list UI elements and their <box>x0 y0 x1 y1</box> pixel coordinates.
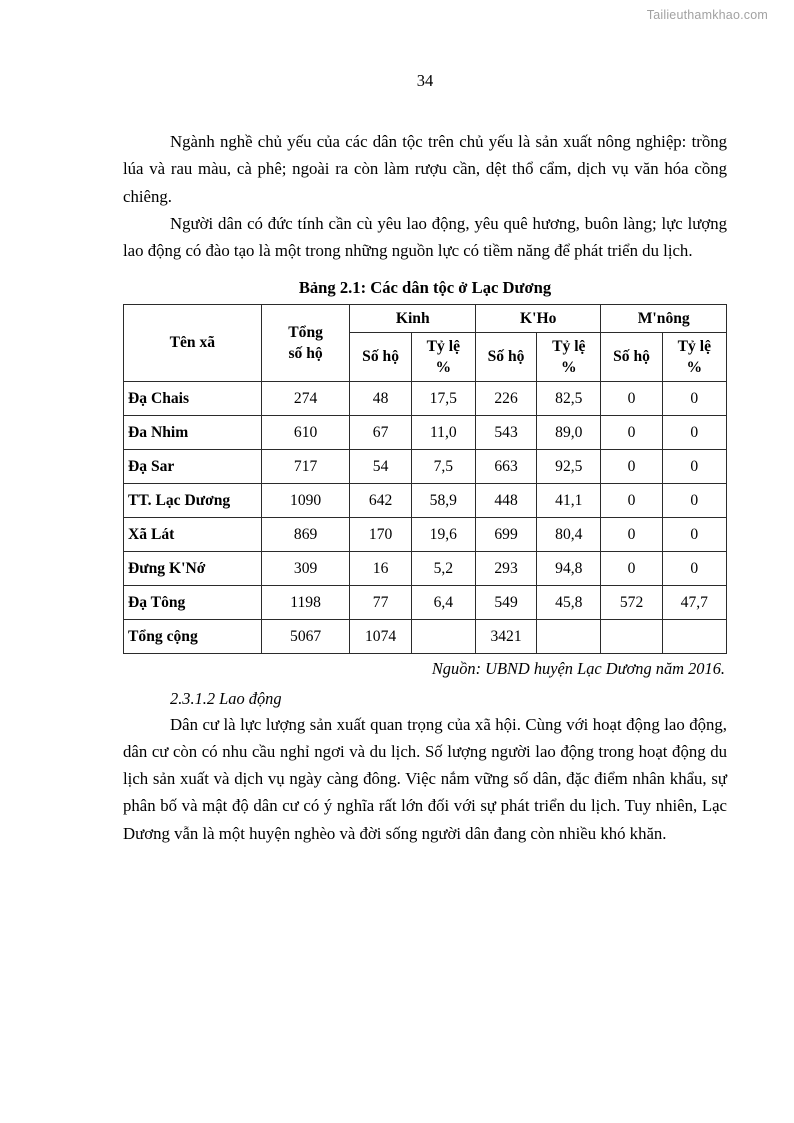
cell-commune-name: TT. Lạc Dương <box>124 483 262 517</box>
cell-kinh-ratio: 7,5 <box>411 449 475 483</box>
cell-kho-count: 3421 <box>475 619 536 653</box>
ethnic-groups-table <box>123 304 727 654</box>
cell-kho-ratio <box>537 619 601 653</box>
table-row-total <box>124 619 727 653</box>
cell-kho-ratio: 41,1 <box>537 483 601 517</box>
cell-mnong-ratio: 0 <box>662 415 726 449</box>
cell-total: 610 <box>261 415 350 449</box>
cell-mnong-ratio: 0 <box>662 449 726 483</box>
cell-kinh-ratio <box>411 619 475 653</box>
cell-mnong-ratio: 47,7 <box>662 585 726 619</box>
header-group-kinh: Kinh <box>350 304 475 332</box>
cell-total: 274 <box>261 381 350 415</box>
cell-kho-count: 226 <box>475 381 536 415</box>
page-number: 34 <box>416 71 434 90</box>
cell-total: 309 <box>261 551 350 585</box>
cell-commune-name: Đạ Tông <box>124 585 262 619</box>
cell-mnong-count: 0 <box>601 415 662 449</box>
header-kho-ratio-line1: Tỷ lệ <box>552 337 586 355</box>
cell-total: 1090 <box>261 483 350 517</box>
cell-mnong-count: 0 <box>601 449 662 483</box>
cell-kho-count: 663 <box>475 449 536 483</box>
cell-kho-ratio: 89,0 <box>537 415 601 449</box>
header-mnong-ratio-line1: Tỷ lệ <box>677 337 711 355</box>
cell-total: 1198 <box>261 585 350 619</box>
cell-mnong-count: 0 <box>601 551 662 585</box>
header-total-households <box>261 304 350 381</box>
table-row <box>124 415 727 449</box>
header-mnong-count: Số hộ <box>601 332 662 381</box>
header-mnong-ratio <box>662 332 726 381</box>
cell-kho-count: 699 <box>475 517 536 551</box>
table-header-row-1 <box>124 304 727 332</box>
cell-mnong-count <box>601 619 662 653</box>
cell-kho-count: 549 <box>475 585 536 619</box>
cell-commune-name: Xã Lát <box>124 517 262 551</box>
cell-kinh-count: 170 <box>350 517 411 551</box>
cell-total: 717 <box>261 449 350 483</box>
cell-mnong-ratio: 0 <box>662 517 726 551</box>
table-row <box>124 483 727 517</box>
page-content <box>123 72 727 847</box>
cell-mnong-ratio: 0 <box>662 483 726 517</box>
cell-kinh-ratio: 58,9 <box>411 483 475 517</box>
cell-mnong-ratio: 0 <box>662 381 726 415</box>
cell-mnong-count: 0 <box>601 517 662 551</box>
cell-kinh-count: 1074 <box>350 619 411 653</box>
cell-mnong-count: 0 <box>601 483 662 517</box>
cell-kinh-count: 16 <box>350 551 411 585</box>
header-group-kho: K'Ho <box>475 304 600 332</box>
cell-kho-ratio: 94,8 <box>537 551 601 585</box>
paragraph-population-labor: Dân cư là lực lượng sản xuất quan trọng của xã hội. Cùng với hoạt động lao động, dân cư còn có nhu cầu nghỉ ngơi và du lịch. Số lượng người lao động trong hoạt động du lịch sản xuất và dịch vụ ngày càng đông. Việc nắm vững số dân, đặc điểm nhân khẩu, sự phân bố và mật độ dân cư có ý nghĩa rất lớn đối với sự phát triển du lịch. Tuy nhiên, Lạc Dương vẫn là một huyện nghèo và đời sống người dân đang còn nhiều khó khăn. <box>123 714 727 843</box>
cell-total: 5067 <box>261 619 350 653</box>
watermark-text: Tailieuthamkhao.com <box>646 8 768 22</box>
cell-kho-ratio: 80,4 <box>537 517 601 551</box>
cell-kinh-count: 67 <box>350 415 411 449</box>
table-body <box>124 381 727 653</box>
cell-kho-ratio: 92,5 <box>537 449 601 483</box>
header-kinh-ratio <box>411 332 475 381</box>
table-source-note: Nguồn: UBND huyện Lạc Dương năm 2016. <box>431 658 725 678</box>
cell-kho-ratio: 82,5 <box>537 381 601 415</box>
cell-mnong-count: 572 <box>601 585 662 619</box>
cell-kinh-ratio: 11,0 <box>411 415 475 449</box>
header-total-line2: số hộ <box>288 344 323 362</box>
section-heading-labor: 2.3.1.2 Lao động <box>170 688 282 708</box>
header-kho-ratio <box>537 332 601 381</box>
cell-kinh-ratio: 6,4 <box>411 585 475 619</box>
cell-kho-count: 543 <box>475 415 536 449</box>
header-kinh-ratio-line2: % <box>435 358 452 376</box>
cell-kinh-count: 77 <box>350 585 411 619</box>
table-row <box>124 449 727 483</box>
header-kinh-count: Số hộ <box>350 332 411 381</box>
cell-kho-count: 293 <box>475 551 536 585</box>
header-total-line1: Tổng <box>288 323 323 341</box>
cell-mnong-ratio <box>662 619 726 653</box>
table-row <box>124 551 727 585</box>
paragraph-occupations: Ngành nghề chủ yếu của các dân tộc trên chủ yếu là sản xuất nông nghiệp: trồng lúa và rau màu, cà phê; ngoài ra còn làm rượu cần, dệt thổ cẩm, dịch vụ văn hóa cồng chiêng. <box>123 132 727 206</box>
cell-kho-ratio: 45,8 <box>537 585 601 619</box>
cell-commune-name: Đưng K'Nớ <box>124 551 262 585</box>
table-row <box>124 585 727 619</box>
paragraph-labor-qualities: Người dân có đức tính cần cù yêu lao động, yêu quê hương, buôn làng; lực lượng lao động có đào tạo là một trong những nguồn lực có tiềm năng để phát triển du lịch. <box>123 214 727 261</box>
header-kho-ratio-line2: % <box>561 358 577 376</box>
cell-kinh-count: 54 <box>350 449 411 483</box>
cell-commune-name: Tổng cộng <box>124 619 262 653</box>
cell-kinh-count: 48 <box>350 381 411 415</box>
table-caption: Bảng 2.1: Các dân tộc ở Lạc Dương <box>298 277 552 297</box>
header-group-mnong: M'nông <box>601 304 727 332</box>
cell-commune-name: Đạ Chais <box>124 381 262 415</box>
cell-kho-count: 448 <box>475 483 536 517</box>
cell-kinh-ratio: 5,2 <box>411 551 475 585</box>
cell-commune-name: Đạ Sar <box>124 449 262 483</box>
table-header <box>124 304 727 381</box>
header-commune-name: Tên xã <box>124 304 262 381</box>
cell-kinh-ratio: 19,6 <box>411 517 475 551</box>
table-row <box>124 381 727 415</box>
header-kho-count: Số hộ <box>475 332 536 381</box>
cell-total: 869 <box>261 517 350 551</box>
cell-mnong-count: 0 <box>601 381 662 415</box>
cell-kinh-count: 642 <box>350 483 411 517</box>
cell-kinh-ratio: 17,5 <box>411 381 475 415</box>
cell-mnong-ratio: 0 <box>662 551 726 585</box>
table-row <box>124 517 727 551</box>
cell-commune-name: Đa Nhim <box>124 415 262 449</box>
header-mnong-ratio-line2: % <box>686 358 703 376</box>
header-kinh-ratio-line1: Tỷ lệ <box>426 337 460 355</box>
